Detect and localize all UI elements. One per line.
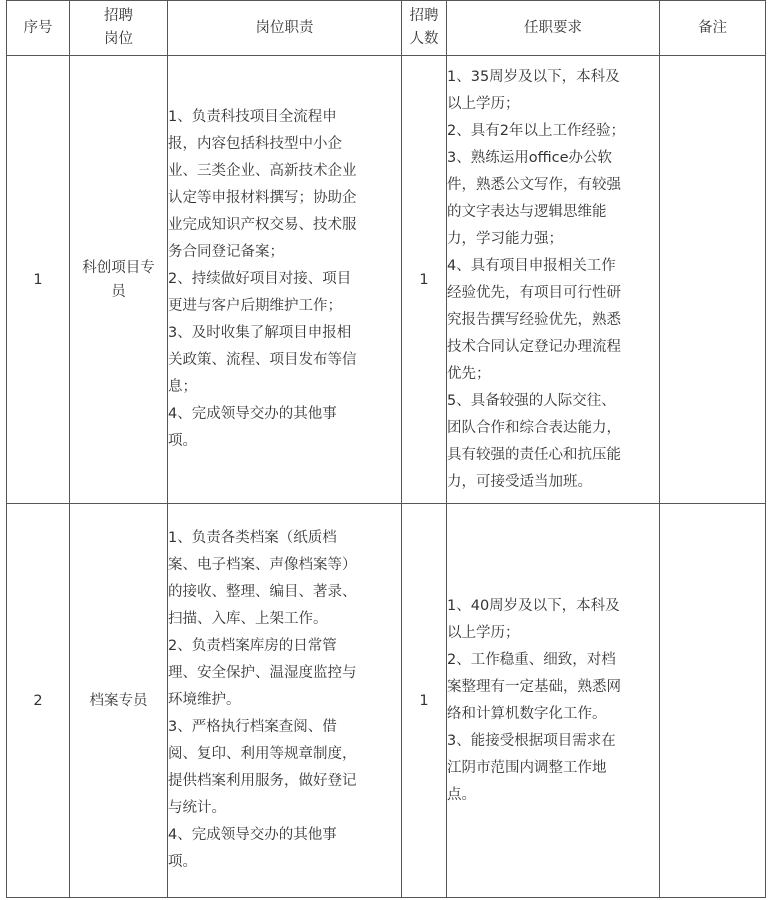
table-row [7, 56, 766, 504]
row-seq: 2 [7, 504, 70, 898]
header-row [7, 1, 766, 56]
recruitment-table [6, 0, 766, 898]
header-seq: 序号 [7, 1, 70, 56]
row-duties: 1、负责科技项目全流程申 报，内容包括科技型中小企 业、三类企业、高新技术企业 认定等申报材料撰写；协助企 业完成知识产权交易、技术服 务合同登记备案； 2、持续做好项目对接、项目 更进与客户后期维护工作； 3、及时收集了解项目申报相 关政策、流程、项目发布等信 息； 4、完成领导交办的其他事 项。 [168, 56, 402, 504]
header-requirements: 任职要求 [447, 1, 660, 56]
row-count: 1 [402, 504, 447, 898]
row-remarks [660, 504, 766, 898]
header-remarks: 备注 [660, 1, 766, 56]
row-count: 1 [402, 56, 447, 504]
row-duties: 1、负责各类档案（纸质档 案、电子档案、声像档案等） 的接收、整理、编目、著录、 扫描、入库、上架工作。 2、负责档案库房的日常管 理、安全保护、温湿度监控与 环境维护。 3、严格执行档案查阅、借 阅、复印、利用等规章制度， 提供档案利用服务，做好登记 与统计。 4、完成领导交办的其他事 项。 [168, 504, 402, 898]
row-seq: 1 [7, 56, 70, 504]
row-position: 档案专员 [70, 504, 168, 898]
header-count: 招聘 人数 [402, 1, 447, 56]
row-requirements: 1、40周岁及以下，本科及 以上学历； 2、工作稳重、细致，对档 案整理有一定基础，熟悉网 络和计算机数字化工作。 3、能接受根据项目需求在 江阴市范围内调整工作地 点。 [447, 504, 660, 898]
row-position: 科创项目专 员 [70, 56, 168, 504]
row-remarks [660, 56, 766, 504]
table-row [7, 504, 766, 898]
header-duties: 岗位职责 [168, 1, 402, 56]
header-position: 招聘 岗位 [70, 1, 168, 56]
row-requirements: 1、35周岁及以下，本科及 以上学历； 2、具有2年以上工作经验； 3、熟练运用office办公软 件，熟悉公文写作，有较强 的文字表达与逻辑思维能 力，学习能力强； 4、具有项目申报相关工作 经验优先，有项目可行性研 究报告撰写经验优先，熟悉 技术合同认定登记办理流程 优先； 5、具备较强的人际交往、 团队合作和综合表达能力， 具有较强的责任心和抗压能 力，可接受适当加班。 [447, 56, 660, 504]
